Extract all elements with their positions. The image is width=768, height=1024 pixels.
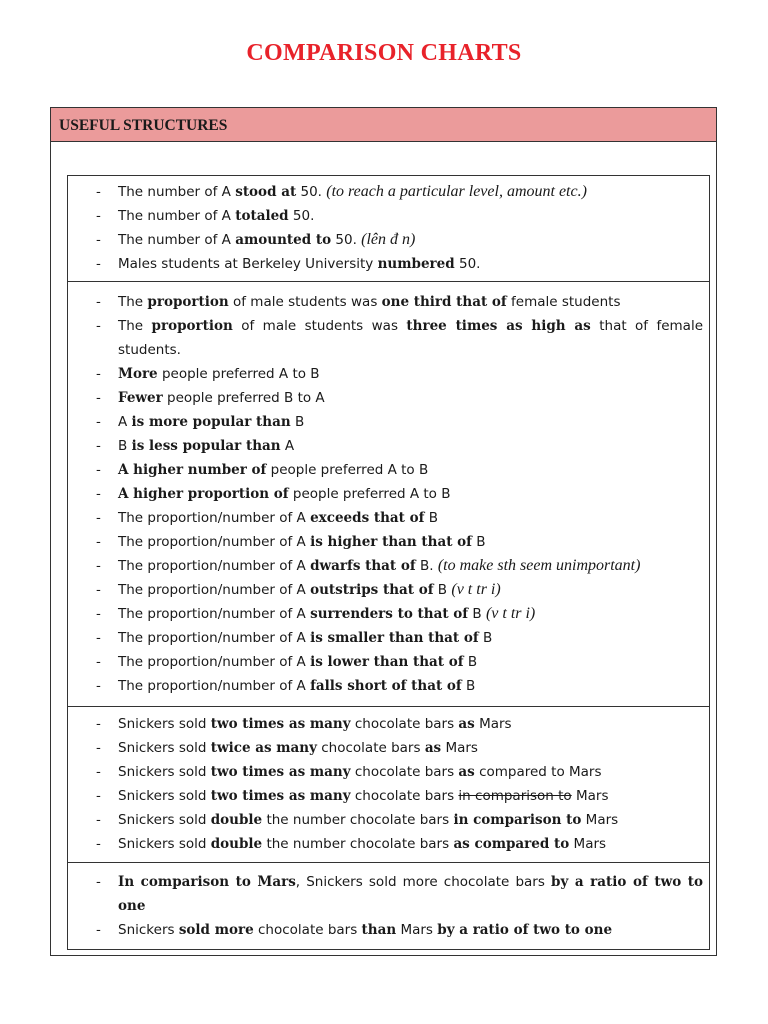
item-text: B [118,438,132,454]
key-phrase: A higher proportion of [118,486,289,502]
item-text: 50. [331,232,362,248]
item-text: Mars [441,740,478,756]
note-text: (to reach a particular level, amount etc.) [326,183,587,200]
list-item [96,458,703,482]
key-phrase: twice as many [210,740,317,756]
item-text: compared to Mars [474,764,602,780]
list-item [96,808,703,832]
bullet-dash: - [96,582,101,598]
key-phrase: amounted to [235,232,332,248]
bullet-dash: - [96,764,101,780]
item-text: chocolate bars [350,764,459,780]
item-text: The [118,318,152,334]
bullet-dash: - [96,256,101,272]
item-text: chocolate bars [253,922,362,938]
bullet-dash: - [96,438,101,454]
key-phrase: More [118,366,158,382]
list-item [96,602,703,626]
note-text: (v t tr i) [485,605,536,622]
item-text: chocolate bars [350,716,459,732]
key-phrase: proportion [147,294,229,310]
key-phrase: A higher number of [118,462,267,478]
item-text: Mars [571,788,609,804]
list-item [96,386,703,410]
bullet-dash: - [96,788,101,804]
item-text: The number of A [118,208,236,224]
key-phrase: falls short of that of [310,678,462,694]
item-text: The proportion/number of A [118,534,311,550]
key-phrase: is higher than that of [310,534,472,550]
note-text: (v t tr i) [451,581,501,598]
list-item [96,626,703,650]
item-text: Males students at Berkeley University [118,256,378,272]
item-text: female students [506,294,621,310]
item-text: Snickers sold [118,764,211,780]
list-item [96,832,703,856]
key-phrase: three times as high as [406,318,591,334]
item-text: The proportion/number of A [118,654,311,670]
item-text: Mars [396,922,438,938]
bullet-dash: - [96,318,101,334]
item-text: B [424,510,438,526]
item-text: of male students was [232,318,407,334]
key-phrase: is more popular than [131,414,291,430]
list-item [96,290,703,314]
item-text: the number chocolate bars [262,836,454,852]
item-text: The [118,294,148,310]
struck-text: in comparison to [458,788,572,804]
bullet-dash: - [96,462,101,478]
key-phrase: is smaller than that of [310,630,479,646]
bullet-dash: - [96,716,101,732]
item-text: The proportion/number of A [118,510,311,526]
key-phrase: numbered [377,256,455,272]
list-item [96,650,703,674]
item-text: B [433,582,452,598]
list-item [96,434,703,458]
bullet-dash: - [96,874,101,890]
item-text: B [471,534,486,550]
key-phrase: exceeds that of [310,510,425,526]
list-item [96,506,703,530]
list-item [96,204,703,228]
key-phrase: sold more [178,922,254,938]
key-phrase: Fewer [118,390,163,406]
list-item [96,918,703,942]
key-phrase: in comparison to [453,812,582,828]
key-phrase: two times as many [210,788,351,804]
item-text: The proportion/number of A [118,678,311,694]
key-phrase: two times as many [210,764,351,780]
item-text: B [463,654,478,670]
list-item [96,784,703,808]
list-item [96,410,703,434]
list-item [96,362,703,386]
key-phrase: surrenders to that of [310,606,469,622]
item-text: Snickers sold [118,836,211,852]
bullet-dash: - [96,558,101,574]
item-text: The proportion/number of A [118,606,311,622]
list-item [96,712,703,736]
item-text: B [468,606,486,622]
bullet-dash: - [96,366,101,382]
item-text: chocolate bars [316,740,425,756]
list-item [96,228,703,252]
item-text: people preferred B to A [162,390,325,406]
key-phrase: by a ratio of two to one [437,922,613,938]
list-item [96,252,703,276]
key-phrase: totaled [235,208,289,224]
item-text: Snickers sold [118,812,211,828]
bullet-dash: - [96,630,101,646]
item-text: 50. [454,256,481,272]
list-item [96,482,703,506]
key-phrase: is lower than that of [310,654,464,670]
table-header: USEFUL STRUCTURES [51,108,716,142]
item-text: Snickers sold [118,788,211,804]
item-text: Snickers sold [118,740,211,756]
item-text: Mars [474,716,512,732]
key-phrase: than [361,922,397,938]
bullet-dash: - [96,390,101,406]
key-phrase: as [458,716,475,732]
item-text: The proportion/number of A [118,582,311,598]
item-text: Mars [581,812,619,828]
bullet-dash: - [96,208,101,224]
item-text: the number chocolate bars [262,812,454,828]
item-text: B [461,678,476,694]
note-text: (to make sth seem unimportant) [437,557,641,574]
item-text: B [478,630,493,646]
item-text: The number of A [118,184,236,200]
item-text: of male students was [228,294,382,310]
item-text: , Snickers sold more chocolate bars [295,874,552,890]
bullet-dash: - [96,232,101,248]
bullet-dash: - [96,510,101,526]
item-text: The proportion/number of A [118,630,311,646]
item-text: Mars [569,836,607,852]
item-text: chocolate bars [350,788,459,804]
item-text: The proportion/number of A [118,558,311,574]
key-phrase: outstrips that of [310,582,434,598]
list-item [96,736,703,760]
item-text: The number of A [118,232,236,248]
bullet-dash: - [96,836,101,852]
key-phrase: by a ratio of two to one [118,874,703,914]
note-text: (lên đ n) [361,231,416,248]
bullet-dash: - [96,812,101,828]
key-phrase: as [458,764,475,780]
list-item [96,554,703,578]
item-text: people preferred A to B [266,462,429,478]
page-title: COMPARISON CHARTS [246,40,522,66]
list-item [96,760,703,784]
list-item [96,530,703,554]
item-text: 50. [296,184,327,200]
item-text: people preferred A to B [288,486,451,502]
bullet-dash: - [96,486,101,502]
item-text: people preferred A to B [157,366,320,382]
item-text: B [290,414,305,430]
key-phrase: is less popular than [131,438,281,454]
bullet-dash: - [96,654,101,670]
key-phrase: as [424,740,442,756]
bullet-dash: - [96,534,101,550]
key-phrase: double [210,836,263,852]
key-phrase: two times as many [210,716,351,732]
item-text: that of female students. [118,318,704,358]
key-phrase: In comparison to Mars [118,874,296,890]
bullet-dash: - [96,184,101,200]
item-text: Snickers sold [118,716,211,732]
key-phrase: dwarfs that of [310,558,416,574]
item-text: 50. [288,208,315,224]
list-item [96,674,703,698]
item-text: A [280,438,295,454]
bullet-dash: - [96,740,101,756]
bullet-dash: - [96,678,101,694]
key-phrase: proportion [151,318,233,334]
item-text: A [118,414,132,430]
key-phrase: as compared to [453,836,570,852]
bullet-dash: - [96,414,101,430]
list-item [96,180,703,204]
item-text: Snickers [118,922,179,938]
list-item [96,870,703,918]
key-phrase: one third that of [381,294,507,310]
bullet-dash: - [96,922,101,938]
list-item [96,578,703,602]
item-text: B. [415,558,438,574]
list-item [96,314,704,362]
key-phrase: stood at [235,184,297,200]
bullet-dash: - [96,294,101,310]
bullet-dash: - [96,606,101,622]
key-phrase: double [210,812,263,828]
